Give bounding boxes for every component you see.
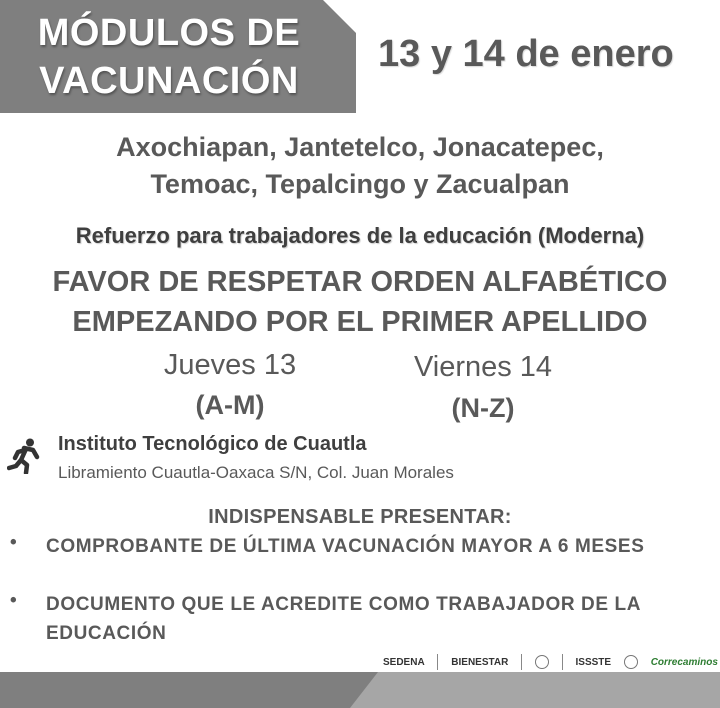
- bienestar-logo: BIENESTAR: [451, 656, 509, 668]
- day-thursday-range: (A-M): [195, 390, 265, 420]
- event-date: 13 y 14 de enero: [378, 33, 674, 75]
- requirements-heading: INDISPENSABLE PRESENTAR:: [208, 506, 512, 528]
- day-thursday-name: Jueves 13: [163, 349, 297, 381]
- bullet-1: •: [10, 532, 17, 553]
- brigada-logo: Correcaminos: [650, 656, 718, 668]
- requirement-item: COMPROBANTE DE ÚLTIMA VACUNACIÓN MAYOR A 6 MESES: [46, 536, 645, 557]
- venue-address: Libramiento Cuautla-Oaxaca S/N, Col. Juan Morales: [58, 463, 454, 482]
- towns-line-2: Temoac, Tepalcingo y Zacualpan: [150, 169, 570, 199]
- footer-diagonal-band: [350, 672, 720, 708]
- order-notice-line-2: EMPEZANDO POR EL PRIMER APELLIDO: [72, 306, 648, 338]
- towns-line-1: Axochiapan, Jantetelco, Jonacatepec,: [116, 132, 604, 162]
- state-seal-icon: [624, 655, 638, 669]
- logo-divider: [562, 654, 563, 670]
- logo-divider: [521, 654, 522, 670]
- sedena-logo: SEDENA: [383, 656, 425, 668]
- day-friday-name: Viernes 14: [413, 351, 553, 383]
- day-friday-range: (N-Z): [451, 393, 515, 423]
- walking-person-icon: [7, 438, 41, 474]
- requirement-item: DOCUMENTO QUE LE ACREDITE COMO TRABAJADOR DE LA EDUCACIÓN: [46, 594, 641, 644]
- bullet-2: •: [10, 590, 17, 611]
- logo-divider: [437, 654, 438, 670]
- order-notice-line-1: FAVOR DE RESPETAR ORDEN ALFABÉTICO: [52, 266, 668, 298]
- title-line-1: MÓDULOS DE: [37, 12, 301, 54]
- venue-name: Instituto Tecnológico de Cuautla: [58, 433, 367, 455]
- title-line-2: VACUNACIÓN: [39, 60, 299, 102]
- issste-logo: ISSSTE: [575, 656, 612, 668]
- footer-logos: [383, 651, 718, 673]
- booster-subtitle: Refuerzo para trabajadores de la educación (Moderna): [75, 223, 645, 248]
- imss-seal-icon: [535, 655, 549, 669]
